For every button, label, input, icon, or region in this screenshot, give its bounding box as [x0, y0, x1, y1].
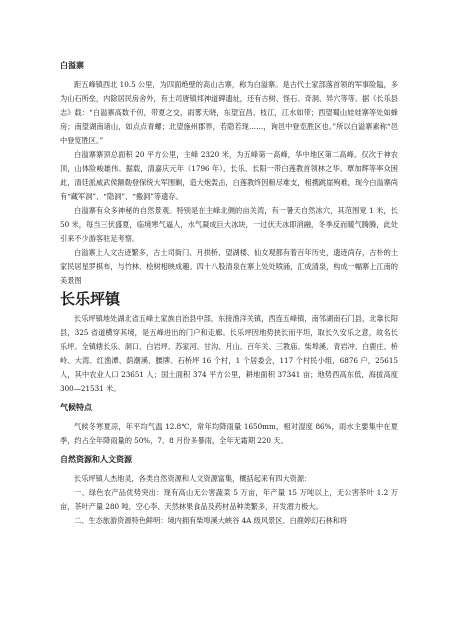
paragraph: 长乐坪镇地处湖北省五峰土家族自治县中部，东接渔洋关镇，西连五峰镇，南邻湖南石门县，北靠长阳县，325 省道横穿其境，是五峰进出的门户和走廊。长乐坪因地势狭长而平坦，取长久安乐之意，故名长乐坪。全镇辖长乐、洞口、白岩坪、苏家河、甘沟、月山、百年关、三教庙、柴埠溪、青岩冲、白鹿庄、桥岭、大湾、红渔潭、荫潮溪、腰牌、石桥坪 16 个村，1 个居委会，117 个村民小组，6876 户，25615 人，其中农业人口 23651 人；国土面积 374 平方公里，耕地面积 37341 亩；地势西高东低，海拔高度 300—21531 米。: [60, 314, 398, 393]
section-heading-baiyizhai: 白溢寨: [60, 61, 84, 70]
paragraph: 一、绿色农产品优势突出：现有高山无公害蔬菜 5 万亩，年产量 15 万吨以上，无公害茶叶 1.2 万亩，茶叶产量 280 吨，空心李、天然林果食品及药材品种类繁多，开发潜力极大。: [60, 488, 398, 511]
paragraph: 二、生态旅游资源特色鲜明：境内拥有柴埠溪大峡谷 4A 级风景区、白鹿婷幻石林和将: [74, 516, 348, 525]
paragraph: 距五峰镇西北 10.5 公里，为四面绝壁的高山古寨，称为白溢寨。是古代土家部落首领的军事险隘，多为山石所垒，内除居民房舍外，有土司唐镇邦神道碑遗址，还有古树、怪石、奇洞、异穴等等。据《长乐县志》载：“白溢寨高数千仞，带夏之交，雨雾天晓，东望宜昌、枝江，江水如带；西望蜀山娃娃寨等处如蜂房；南望湖南诸山，如点点青螺；北望施州郡界，若隐若现……，询邑中登览胜区也。”所以白溢寨素称“邑中登览胜区。”: [60, 80, 398, 145]
paragraph: 白溢寨寨顶总面积 20 平方公里，主峰 2320 米，为五峰第一高峰，华中地区第二高峰。仅次于神农顶，山体险峻雄伟。据载，清嘉庆元年（1796 年），长乐、长阳一带白莲教首领林之华、覃加辉等率众困此，清廷派威武侯额勒登保统大军围剿，造大炮轰击，白莲教终因粮尽难支，相携跳崖殉难，现今白溢寨尚有“藏军洞”、“隐洞”、“搬洞”等遗存。: [60, 150, 398, 201]
paragraph: 气候冬寒夏凉，年平均气温 12.8℃，常年均降雨量 1650mm，相对湿度 86%，雨水主要集中在夏季，约占全年降雨量的 50%，7、8 月份多暴雨，全年无霜期 220 天。: [60, 422, 398, 445]
section-title-changlepingzhen: 长乐坪镇: [60, 290, 121, 308]
paragraph: 白溢寨有众多神秘的自然景观。特别是在主峰北侧的亩关湾，有一暑天自然冰穴，其范围宽 1 米，长 50 米，每当三伏盛夏，临境寒气逼人，水气凝成巨大冰块，一过伏天冰即消融，冬季反而暖气腾腾，此处引来不少游客驻足考察。: [60, 206, 398, 243]
paragraph: 长乐坪镇人杰地灵，各类自然资源和人文资源富集，概括起来有四大资源：: [74, 474, 312, 483]
paragraph: 白溢寨上人文古迹繁多，古土司衙门、月拱桥、望湖楼、仙女观都有着百年历史，遗迹尚存，古朴的土家民居星罗棋布，与竹林、桧树相映成趣。四十八股清泉在寨上处处喷涌，汇成清泉，构成一幅寨上江南的美景图: [60, 248, 398, 285]
section-heading-climate: 气候特点: [60, 403, 92, 412]
section-heading-resources: 自然资源和人文资源: [60, 455, 132, 464]
